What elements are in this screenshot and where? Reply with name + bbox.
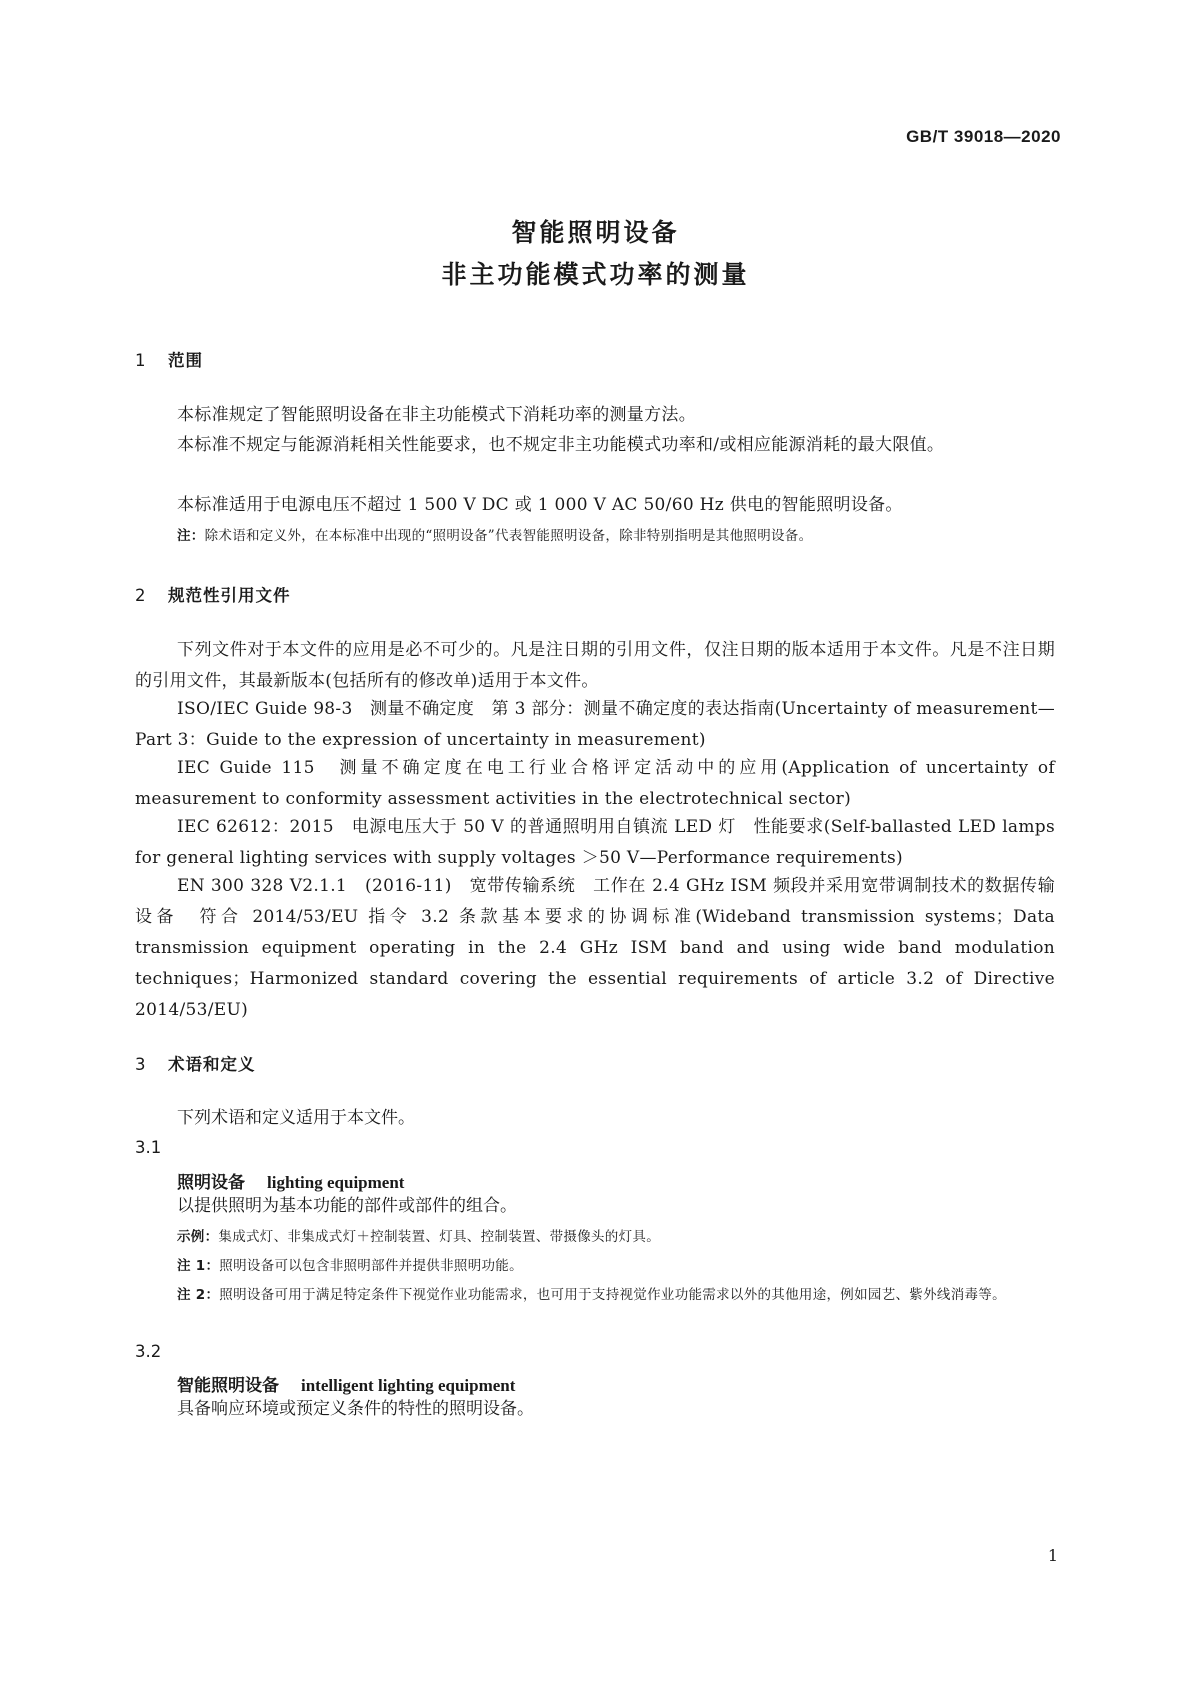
scope-paragraph-3: 本标准适用于电源电压不超过 1 500 V DC 或 1 000 V AC 50/60 Hz 供电的智能照明设备。 [177,495,903,515]
page-number: 1 [1047,1546,1058,1565]
term-note-2 [177,1281,1055,1310]
term-en: intelligent lighting equipment [301,1376,516,1395]
section-title: 术语和定义 [168,1055,256,1074]
scope-paragraph-2: 本标准不规定与能源消耗相关性能要求，也不规定非主功能模式功率和/或相应能源消耗的最大限值。 [177,435,945,455]
terms-intro: 下列术语和定义适用于本文件。 [177,1108,415,1128]
reference-iec-guide-115: IEC Guide 115 测量不确定度在电工行业合格评定活动中的应用(Application of uncertainty of measurement to conformity assessment activities in the electrotechnical sector) [135,758,1055,809]
note-label: 注 2： [177,1287,220,1303]
note-label: 注 1： [177,1258,220,1274]
section-heading-normative-references [135,582,291,606]
term-example [177,1223,1055,1252]
section-title: 规范性引用文件 [168,586,291,605]
term-zh: 智能照明设备 [177,1376,279,1396]
term-number: 3.1 [135,1138,162,1157]
references-intro-paragraph: 下列文件对于本文件的应用是必不可少的。凡是注日期的引用文件，仅注日期的版本适用于本文件。凡是不注日期的引用文件，其最新版本(包括所有的修改单)适用于本文件。 [135,640,1055,691]
scope-note [177,522,1055,551]
note-text: 照明设备可用于满足特定条件下视觉作业功能需求，也可用于支持视觉作业功能需求以外的其他用途，例如园艺、紫外线消毒等。 [219,1287,1006,1303]
reference-iec-62612: IEC 62612：2015 电源电压大于 50 V 的普通照明用自镇流 LED 灯 性能要求(Self-ballasted LED lamps for general lighting services with supply voltages ＞50 V—Performance requirements) [135,817,1055,868]
reference-iso-iec-guide-98-3: ISO/IEC Guide 98-3 测量不确定度 第 3 部分：测量不确定度的表达指南(Uncertainty of measurement—Part 3：Guide to the expression of uncertainty in measurement) [135,699,1055,750]
section-number: 1 [135,351,147,370]
example-label: 示例： [177,1229,219,1245]
scope-paragraph-1: 本标准规定了智能照明设备在非主功能模式下消耗功率的测量方法。 [177,405,696,425]
standard-number: GB/T 39018—2020 [906,127,1061,146]
document-title-line2: 非主功能模式功率的测量 [441,260,750,289]
term-note-1 [177,1252,1055,1281]
term-lighting-equipment [177,1168,404,1193]
reference-en-300-328: EN 300 328 V2.1.1 (2016-11) 宽带传输系统 工作在 2.4 GHz ISM 频段并采用宽带调制技术的数据传输设备 符合 2014/53/EU 指令 3.2 条款基本要求的协调标准(Wideband transmission systems；Data transmission equipment operating in the 2.4 GHz ISM band and using wide band modulation techniques；Harmonized standard covering the essential requirements of article 3.2 of Directive 2014/53/EU) [135,876,1055,1020]
section-number: 3 [135,1055,147,1074]
note-label: 注： [177,528,205,544]
term-intelligent-lighting-equipment [177,1371,515,1396]
term-number: 3.2 [135,1342,162,1361]
note-text: 除术语和定义外，在本标准中出现的“照明设备”代表智能照明设备，除非特别指明是其他照明设备。 [204,528,813,544]
term-zh: 照明设备 [177,1173,245,1193]
example-text: 集成式灯、非集成式灯＋控制装置、灯具、控制装置、带摄像头的灯具。 [218,1229,661,1245]
section-heading-scope [135,347,203,371]
section-heading-terms [135,1051,256,1075]
document-title-line1: 智能照明设备 [511,218,680,247]
note-text: 照明设备可以包含非照明部件并提供非照明功能。 [219,1258,523,1274]
term-definition: 具备响应环境或预定义条件的特性的照明设备。 [177,1399,534,1419]
term-definition: 以提供照明为基本功能的部件或部件的组合。 [177,1196,517,1216]
section-title: 范围 [168,351,203,370]
section-number: 2 [135,586,147,605]
term-en: lighting equipment [267,1173,405,1192]
